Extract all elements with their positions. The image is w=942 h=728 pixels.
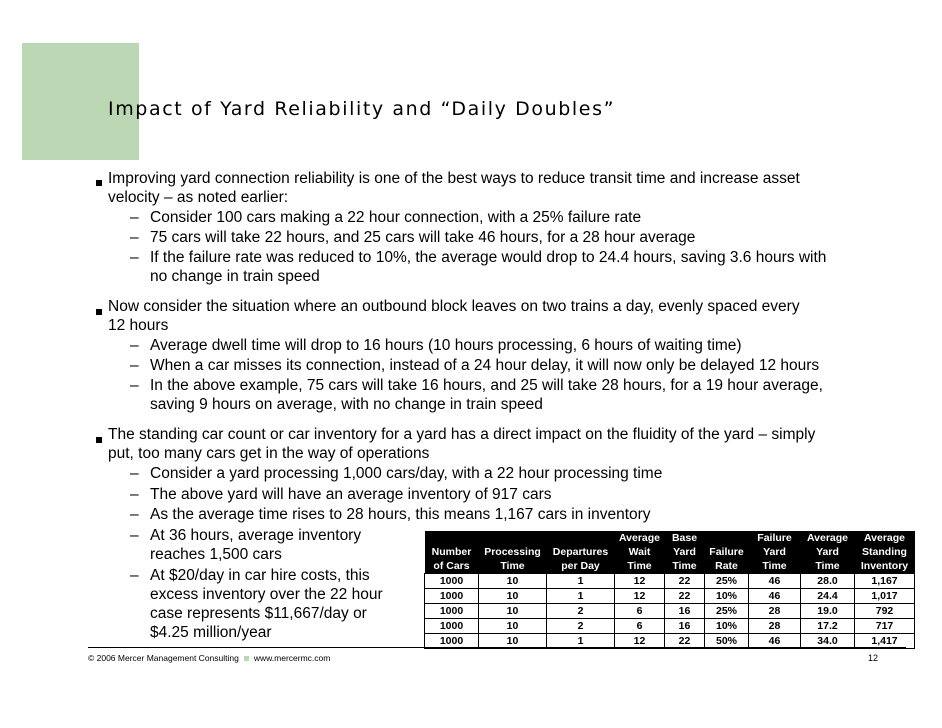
table-header-cell: of Cars (425, 559, 479, 574)
bullet-2-line-1: Now consider the situation where an outbound block leaves on two trains a day, evenly spaced every (108, 298, 800, 315)
table-header-cell: Rate (705, 559, 749, 574)
bullet-3-sub-3: As the average time rises to 28 hours, this means 1,167 cars in inventory (150, 506, 651, 523)
table-cell: 1000 (425, 589, 479, 604)
table-header-cell: Average (855, 531, 915, 545)
table-row (425, 604, 915, 619)
bullet-3-sub-4-line-2: reaches 1,500 cars (150, 546, 282, 563)
bullet-1-sub-3-line-1: If the failure rate was reduced to 10%, the average would drop to 24.4 hours, saving 3.6 hours with (150, 249, 827, 266)
table-cell: 10 (479, 604, 547, 619)
table-header-cell: Base (665, 531, 705, 545)
table-cell: 50% (705, 634, 749, 649)
table-cell: 1,017 (855, 589, 915, 604)
dash-marker: – (130, 486, 139, 503)
table-cell: 34.0 (801, 634, 855, 649)
table-header-cell (547, 531, 615, 545)
dash-marker: – (130, 357, 139, 374)
table-cell: 6 (615, 604, 665, 619)
bullet-3-sub-5-line-4: $4.25 million/year (150, 624, 272, 641)
bullet-marker (96, 437, 102, 443)
table-cell: 1,417 (855, 634, 915, 649)
table-cell: 24.4 (801, 589, 855, 604)
table-cell: 1,167 (855, 574, 915, 589)
table-row (425, 574, 915, 589)
bullet-2-sub-3-line-1: In the above example, 75 cars will take 16 hours, and 25 will take 28 hours, for a 19 hour average, (150, 377, 823, 394)
table-cell: 10 (479, 574, 547, 589)
bullet-3-sub-2: The above yard will have an average inventory of 917 cars (150, 486, 552, 503)
table-header-cell: Yard (801, 545, 855, 559)
bullet-1-sub-3-line-2: no change in train speed (150, 268, 320, 285)
table-header-cell: Departures (547, 545, 615, 559)
table-header-cell: Number (425, 545, 479, 559)
table-header-cell: Time (479, 559, 547, 574)
bullet-3-sub-5-line-3: case represents $11,667/day or (150, 605, 367, 622)
footer-copyright: © 2006 Mercer Management Consulting (88, 653, 239, 663)
table-cell: 1000 (425, 574, 479, 589)
table-cell: 1000 (425, 619, 479, 634)
table-cell: 46 (749, 574, 801, 589)
table-header-cell: Time (615, 559, 665, 574)
bullet-marker (96, 180, 102, 186)
table-cell: 717 (855, 619, 915, 634)
table-header-cell: Average (801, 531, 855, 545)
bullet-3-line-2: put, too many cars get in the way of operations (108, 445, 430, 462)
table-cell: 28.0 (801, 574, 855, 589)
table-cell: 2 (547, 619, 615, 634)
dash-marker: – (130, 229, 139, 246)
bullet-3-sub-1: Consider a yard processing 1,000 cars/day, with a 22 hour processing time (150, 465, 663, 482)
table-header-cell: Time (665, 559, 705, 574)
footer (88, 653, 330, 663)
table-cell: 17.2 (801, 619, 855, 634)
bullet-2-sub-1: Average dwell time will drop to 16 hours (10 hours processing, 6 hours of waiting time) (150, 337, 742, 354)
footer-separator-icon (244, 656, 249, 661)
dash-marker: – (130, 527, 139, 544)
table-cell: 792 (855, 604, 915, 619)
dash-marker: – (130, 567, 139, 584)
dash-marker: – (130, 377, 139, 394)
table-cell: 1000 (425, 634, 479, 649)
table-cell: 46 (749, 634, 801, 649)
table-header-cell: Failure (749, 531, 801, 545)
table-header-cell: Time (801, 559, 855, 574)
bullet-2-line-2: 12 hours (108, 317, 169, 334)
table-cell: 12 (615, 634, 665, 649)
table-cell: 46 (749, 589, 801, 604)
bullet-3-line-1: The standing car count or car inventory for a yard has a direct impact on the fluidity of the yard – simply (108, 426, 816, 443)
bullet-3-sub-5-line-1: At $20/day in car hire costs, this (150, 567, 370, 584)
table-header-cell: Inventory (855, 559, 915, 574)
table-header-row (425, 531, 915, 545)
dash-marker: – (130, 337, 139, 354)
table-cell: 10 (479, 634, 547, 649)
table-cell: 19.0 (801, 604, 855, 619)
table-row (425, 619, 915, 634)
table-cell: 22 (665, 574, 705, 589)
bullet-3-sub-5-line-2: excess inventory over the 22 hour (150, 586, 383, 603)
table-cell: 28 (749, 619, 801, 634)
table-cell: 1 (547, 634, 615, 649)
table-header-cell (425, 531, 479, 545)
table-cell: 10% (705, 589, 749, 604)
dash-marker: – (130, 249, 139, 266)
table-cell: 25% (705, 604, 749, 619)
bullet-marker (96, 309, 102, 315)
bullet-1-sub-1: Consider 100 cars making a 22 hour connection, with a 25% failure rate (150, 209, 642, 226)
table-cell: 16 (665, 604, 705, 619)
footer-divider (88, 647, 906, 648)
table-cell: 2 (547, 604, 615, 619)
table-cell: 10 (479, 619, 547, 634)
table-header-cell: Average (615, 531, 665, 545)
page-number: 12 (868, 653, 879, 663)
dash-marker: – (130, 209, 139, 226)
table-header-cell: Wait (615, 545, 665, 559)
dash-marker: – (130, 506, 139, 523)
bullet-2-sub-2: When a car misses its connection, instead of a 24 hour delay, it will now only be delayed 12 hours (150, 357, 820, 374)
bullet-1-sub-2: 75 cars will take 22 hours, and 25 cars will take 46 hours, for a 28 hour average (150, 229, 696, 246)
table-header-cell: Yard (665, 545, 705, 559)
bullet-3-sub-4-line-1: At 36 hours, average inventory (150, 527, 362, 544)
table-cell: 16 (665, 619, 705, 634)
table-cell: 1000 (425, 604, 479, 619)
table-cell: 1 (547, 589, 615, 604)
table-header-cell: per Day (547, 559, 615, 574)
footer-url: www.mercermc.com (253, 653, 331, 663)
table-cell: 6 (615, 619, 665, 634)
table-header-cell: Standing (855, 545, 915, 559)
table-cell: 22 (665, 589, 705, 604)
table-cell: 22 (665, 634, 705, 649)
table-cell: 28 (749, 604, 801, 619)
table-header-row (425, 559, 915, 574)
table-header-cell: Yard (749, 545, 801, 559)
table-header-cell (705, 531, 749, 545)
table-cell: 1 (547, 574, 615, 589)
table-cell: 10 (479, 589, 547, 604)
yard-inventory-table (424, 531, 915, 649)
table-cell: 12 (615, 589, 665, 604)
table-header-cell: Failure (705, 545, 749, 559)
bullet-2-sub-3-line-2: saving 9 hours on average, with no change in train speed (150, 396, 543, 413)
table-header-cell: Processing (479, 545, 547, 559)
table-header-cell: Time (749, 559, 801, 574)
table-header-cell (479, 531, 547, 545)
slide-title: Impact of Yard Reliability and “Daily Doubles” (108, 98, 616, 120)
table-row (425, 589, 915, 604)
dash-marker: – (130, 465, 139, 482)
table-cell: 25% (705, 574, 749, 589)
table-cell: 10% (705, 619, 749, 634)
table-header-row (425, 545, 915, 559)
bullet-1-line-1: Improving yard connection reliability is one of the best ways to reduce transit time and increase asset (108, 170, 800, 187)
bullet-1-line-2: velocity – as noted earlier: (108, 189, 289, 206)
table-cell: 12 (615, 574, 665, 589)
